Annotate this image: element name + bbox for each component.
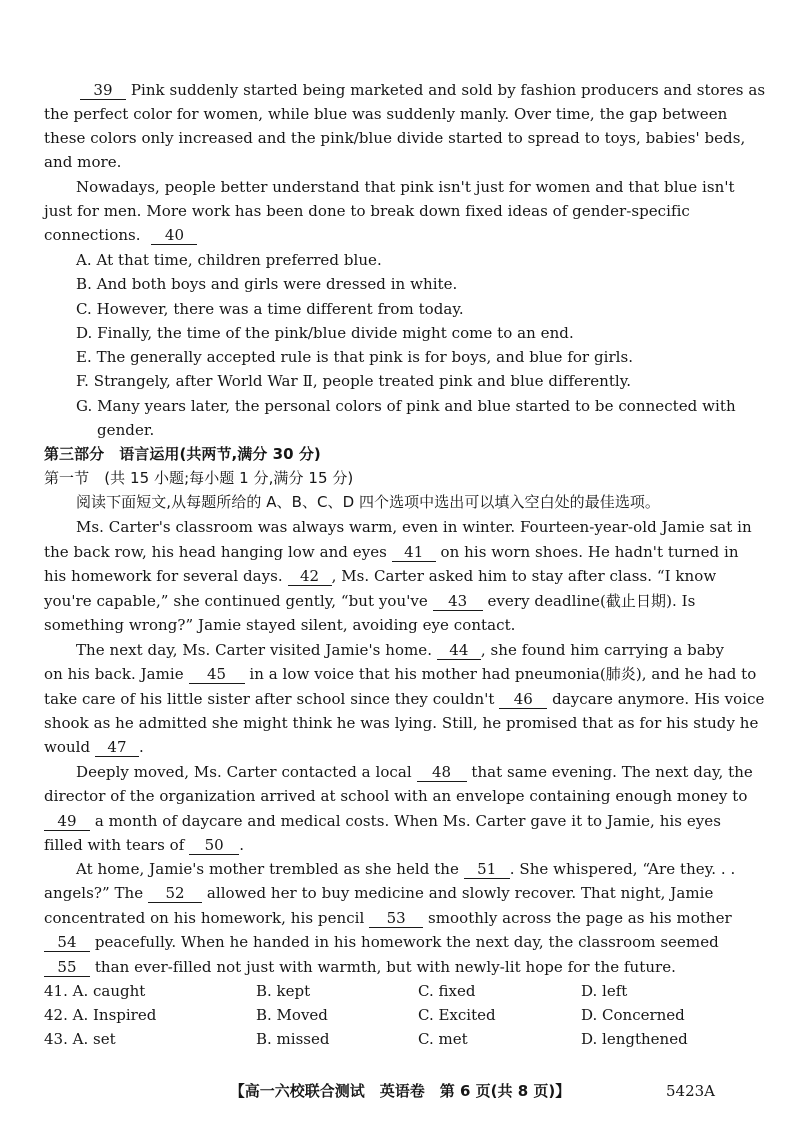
story-p3-line4: filled with tears of 50 . — [44, 836, 245, 854]
option-g-cont: gender. — [97, 421, 155, 439]
blank-39: 39 — [80, 81, 126, 100]
option-g: G. Many years later, the personal colors of pink and blue started to be connected with — [76, 397, 736, 415]
part3-heading: 第三部分 语言运用(共两节,满分 30 分) — [44, 445, 321, 463]
blank-41: 41 — [392, 543, 436, 562]
story-p1-line2: the back row, his head hanging low and eyes 41 on his worn shoes. He hadn't turned in — [44, 543, 739, 561]
story-p2-line1: The next day, Ms. Carter visited Jamie's home. 44 , she found him carrying a baby — [76, 641, 725, 659]
option-b: B. And both boys and girls were dressed in white. — [76, 275, 458, 293]
story-p2-line2: on his back. Jamie 45 in a low voice that his mother had pneumonia(肺炎), and he had to — [44, 665, 757, 683]
option-c: C. However, there was a time different from today. — [76, 300, 464, 318]
blank-46: 46 — [499, 690, 547, 709]
blank-47: 47 — [95, 738, 139, 757]
question-43-b: B. missed — [256, 1030, 330, 1048]
story-p1-line1: Ms. Carter's classroom was always warm, even in winter. Fourteen-year-old Jamie sat in — [76, 518, 752, 536]
story-p4-line3: concentrated on his homework, his pencil 53 smoothly across the page as his mother — [44, 909, 732, 927]
story-p3-line2: director of the organization arrived at school with an envelope containing enough money to — [44, 787, 748, 805]
story-p2-line3: take care of his little sister after school since they couldn't 46 daycare anymore. His voice — [44, 690, 765, 708]
blank-54: 54 — [44, 933, 90, 952]
blank-48: 48 — [417, 763, 467, 782]
blank-51: 51 — [464, 860, 510, 879]
question-41-d: D. left — [581, 982, 628, 1000]
section1-heading: 第一节 (共 15 小题;每小题 1 分,满分 15 分) — [44, 469, 354, 487]
blank-53: 53 — [369, 909, 423, 928]
para39-line4: and more. — [44, 153, 122, 171]
story-p4-line5: 55 than ever-filled not just with warmth, but with newly-lit hope for the future. — [44, 957, 676, 977]
question-41-a: 41. A. caught — [44, 982, 146, 1000]
blank-42: 42 — [288, 567, 332, 586]
blank-43: 43 — [433, 592, 483, 611]
story-p3-line1: Deeply moved, Ms. Carter contacted a local 48 that same evening. The next day, the — [76, 763, 753, 781]
question-43-c: C. met — [418, 1030, 468, 1048]
blank-55: 55 — [44, 958, 90, 977]
option-f: F. Strangely, after World War Ⅱ, people treated pink and blue differently. — [76, 372, 632, 390]
question-42-a: 42. A. Inspired — [44, 1006, 157, 1024]
para39-line2: the perfect color for women, while blue was suddenly manly. Over time, the gap between — [44, 105, 728, 123]
para40-line3: connections. 40 — [44, 225, 197, 245]
option-a: A. At that time, children preferred blue. — [76, 251, 382, 269]
question-43-a: 43. A. set — [44, 1030, 116, 1048]
story-p3-line3: 49 a month of daycare and medical costs. When Ms. Carter gave it to Jamie, his eyes — [44, 811, 721, 831]
para40-line1: Nowadays, people better understand that pink isn't just for women and that blue isn't — [76, 178, 735, 196]
story-p4-line2: angels?” The 52 allowed her to buy medicine and slowly recover. That night, Jamie — [44, 884, 714, 902]
blank-40: 40 — [151, 226, 197, 245]
question-42-b: B. Moved — [256, 1006, 328, 1024]
story-p1-line5: something wrong?” Jamie stayed silent, avoiding eye contact. — [44, 616, 516, 634]
para39-line1: 39 Pink suddenly started being marketed and sold by fashion producers and stores as — [80, 80, 765, 100]
blank-50: 50 — [189, 836, 239, 855]
footer-code: 5423A — [666, 1082, 716, 1100]
option-e: E. The generally accepted rule is that pink is for boys, and blue for girls. — [76, 348, 634, 366]
question-41-c: C. fixed — [418, 982, 476, 1000]
story-p2-line4: shook as he admitted she might think he was lying. Still, he promised that as for his study he — [44, 714, 759, 732]
question-43-d: D. lengthened — [581, 1030, 688, 1048]
story-p2-line5: would 47 . — [44, 738, 144, 756]
instruction: 阅读下面短文,从每题所给的 A、B、C、D 四个选项中选出可以填入空白处的最佳选项。 — [76, 493, 660, 511]
blank-45: 45 — [189, 665, 245, 684]
blank-52: 52 — [148, 884, 202, 903]
question-42-d: D. Concerned — [581, 1006, 685, 1024]
story-p1-line4: you're capable,” she continued gently, “but you've 43 every deadline(截止日期). Is — [44, 592, 696, 610]
footer-title: 【高一六校联合测试 英语卷 第 6 页(共 8 页)】 — [229, 1082, 571, 1100]
blank-44: 44 — [437, 641, 481, 660]
para39-line3: these colors only increased and the pink/blue divide started to spread to toys, babies' beds, — [44, 129, 746, 147]
question-42-c: C. Excited — [418, 1006, 496, 1024]
blank-49: 49 — [44, 812, 90, 831]
question-41-b: B. kept — [256, 982, 311, 1000]
option-d: D. Finally, the time of the pink/blue divide might come to an end. — [76, 324, 574, 342]
story-p4-line1: At home, Jamie's mother trembled as she held the 51 . She whispered, “Are they. . . — [76, 860, 736, 878]
story-p1-line3: his homework for several days. 42 , Ms. Carter asked him to stay after class. “I know — [44, 567, 717, 585]
para40-line2: just for men. More work has been done to break down fixed ideas of gender-specific — [44, 202, 690, 220]
story-p4-line4: 54 peacefully. When he handed in his homework the next day, the classroom seemed — [44, 932, 719, 952]
